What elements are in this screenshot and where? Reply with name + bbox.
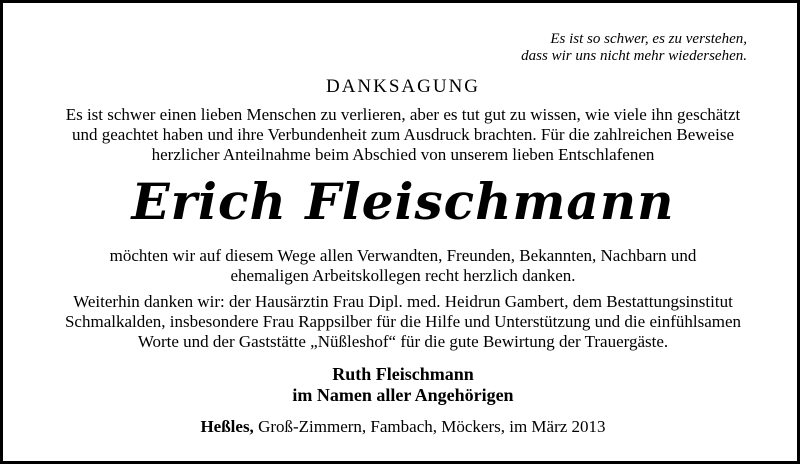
intro-line-3: herzlicher Anteilnahme beim Abschied von unserem lieben Entschlafenen [151,145,655,164]
further-line-3: Worte und der Gaststätte „Nüßleshof“ für die gute Bewirtung der Trauergäste. [137,332,669,351]
further-thanks-paragraph [43,292,763,352]
epigraph-line-2: dass wir uns nicht mehr wiedersehen. [521,48,747,64]
thanks-line-2: ehemaligen Arbeitskollegen recht herzlich danken. [230,266,576,285]
place-rest: Groß-Zimmern, Fambach, Möckers, im März 2013 [253,417,606,436]
notice-heading: DANKSAGUNG [325,76,481,97]
intro-line-1: Es ist schwer einen lieben Menschen zu verlieren, aber es tut gut zu wissen, wie viele ihn geschätzt [65,105,741,124]
intro-line-2: und geachtet haben und ihre Verbundenheit zum Ausdruck brachten. Für die zahlreichen Beweise [72,125,734,144]
further-line-2: Schmalkalden, insbesondere Frau Rappsilber für die Hilfe und Unterstützung und die einfühlsamen [64,312,742,331]
further-line-1: Weiterhin danken wir: der Hausärztin Frau Dipl. med. Heidrun Gambert, dem Bestattungsinstitut [73,292,733,311]
place-town: Heßles, [200,417,254,436]
thanks-line-1: möchten wir auf diesem Wege allen Verwandten, Freunden, Bekannten, Nachbarn und [109,246,697,265]
place-date-line [3,417,800,437]
signer-name: Ruth Fleischmann [332,364,474,384]
signature-block [3,364,800,406]
epigraph-line-1: Es ist so schwer, es zu verstehen, [550,31,747,47]
thanks-paragraph [43,246,763,286]
intro-paragraph [43,105,763,165]
signer-subtitle: im Namen aller Angehörigen [292,385,514,405]
deceased-name: Erich Fleischmann [131,172,675,231]
epigraph-quote [521,31,747,65]
